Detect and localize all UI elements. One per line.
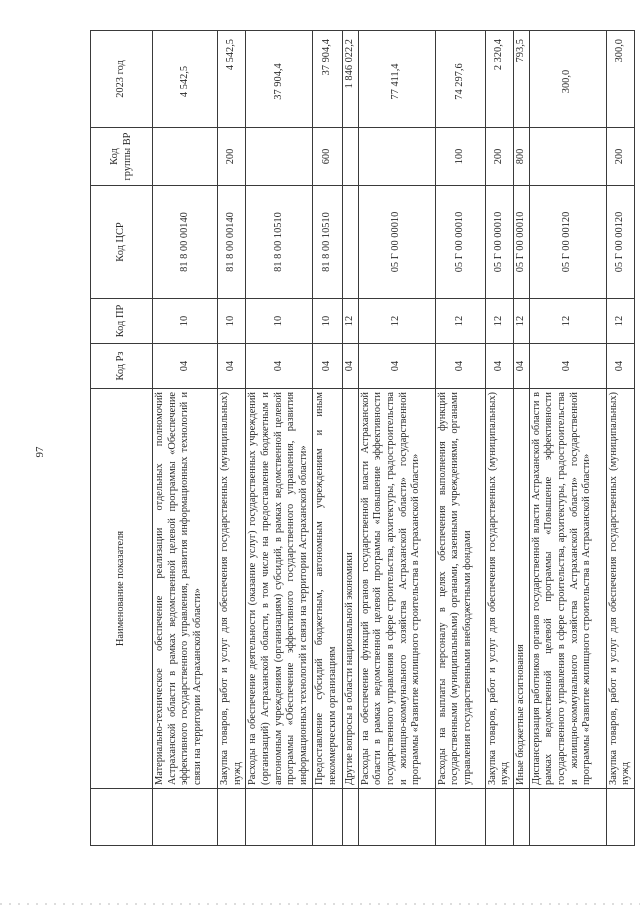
header-csr: Код ЦСР bbox=[91, 186, 153, 299]
row-csr: 05 Г 00 00010 bbox=[485, 186, 513, 299]
row-pr: 12 bbox=[342, 299, 358, 344]
table-row bbox=[606, 31, 634, 846]
row-pr: 12 bbox=[529, 299, 606, 344]
row-value: 37 904,4 bbox=[246, 31, 312, 128]
table-row bbox=[218, 31, 246, 846]
row-rz: 04 bbox=[246, 344, 312, 389]
row-name: Закупка товаров, работ и услуг для обеспечения государственных (муниципальных) нужд bbox=[606, 389, 634, 789]
row-csr: 81 8 00 10510 bbox=[246, 186, 312, 299]
table-row bbox=[153, 31, 218, 846]
row-name: Предоставление субсидий бюджетным, автономным учреждениям и иным некоммерческим организациям bbox=[312, 389, 342, 789]
row-spacer bbox=[342, 789, 358, 846]
row-spacer bbox=[312, 789, 342, 846]
row-spacer bbox=[606, 789, 634, 846]
header-year: 2023 год bbox=[91, 31, 153, 128]
row-vr: 100 bbox=[435, 128, 485, 186]
table-row bbox=[529, 31, 606, 846]
row-pr: 12 bbox=[435, 299, 485, 344]
row-rz: 04 bbox=[606, 344, 634, 389]
row-spacer bbox=[246, 789, 312, 846]
row-csr bbox=[342, 186, 358, 299]
row-csr: 05 Г 00 00010 bbox=[513, 186, 529, 299]
row-spacer bbox=[485, 789, 513, 846]
row-value: 4 542,5 bbox=[153, 31, 218, 128]
row-name: Расходы на выплаты персоналу в целях обеспечения выполнения функций государственными (муниципальными) органами, казенными учреждениями, органами управления государственными внебюджетными фондами bbox=[435, 389, 485, 789]
row-csr: 05 Г 00 00010 bbox=[358, 186, 435, 299]
row-value: 793,5 bbox=[513, 31, 529, 128]
row-rz: 04 bbox=[485, 344, 513, 389]
row-rz: 04 bbox=[513, 344, 529, 389]
page-number: 97 bbox=[34, 446, 46, 458]
row-csr: 05 Г 00 00120 bbox=[529, 186, 606, 299]
row-vr: 200 bbox=[606, 128, 634, 186]
table-row bbox=[435, 31, 485, 846]
row-csr: 05 Г 00 00120 bbox=[606, 186, 634, 299]
row-vr: 200 bbox=[218, 128, 246, 186]
row-vr bbox=[153, 128, 218, 186]
row-vr: 600 bbox=[312, 128, 342, 186]
row-pr: 12 bbox=[358, 299, 435, 344]
header-spacer bbox=[91, 789, 153, 846]
row-spacer bbox=[435, 789, 485, 846]
row-spacer bbox=[358, 789, 435, 846]
header-name: Наименование показателя bbox=[91, 389, 153, 789]
row-csr: 05 Г 00 00010 bbox=[435, 186, 485, 299]
row-name: Материально-техническое обеспечение реализации отдельных полномочий Астраханской области в рамках ведомственной целевой программы «Обеспечение эффективного государственного управления, развития информационных технологий и связи на территории Астраханской области» bbox=[153, 389, 218, 789]
table-row bbox=[358, 31, 435, 846]
row-pr: 12 bbox=[513, 299, 529, 344]
rotated-table-wrapper bbox=[90, 31, 632, 846]
row-name: Диспансеризация работников органов государственной власти Астраханской области в рамках ведомственной целевой программы «Повышение эффективности государственного управления в сфере строительства, архитектуры, градостроительства и жилищно-коммунального хозяйства Астраханской области» государственной программы «Развитие жилищного строительства в Астраханской области» bbox=[529, 389, 606, 789]
row-csr: 81 8 00 00140 bbox=[218, 186, 246, 299]
table-body bbox=[153, 31, 635, 846]
row-value: 37 904,4 bbox=[312, 31, 342, 128]
row-vr: 200 bbox=[485, 128, 513, 186]
row-value: 77 411,4 bbox=[358, 31, 435, 128]
table-row bbox=[312, 31, 342, 846]
budget-table bbox=[90, 30, 635, 846]
row-name: Расходы на обеспечение функций органов государственной власти Астраханской области в рамках ведомственной целевой программы «Повышение эффективности государственного управления в сфере строительства, архитектуры, градостроительства и жилищно-коммунального хозяйства Астраханской области» государственной программы «Развитие жилищного строительства в Астраханской области» bbox=[358, 389, 435, 789]
row-value: 4 542,5 bbox=[218, 31, 246, 128]
row-spacer bbox=[529, 789, 606, 846]
row-rz: 04 bbox=[218, 344, 246, 389]
header-pr: Код ПР bbox=[91, 299, 153, 344]
row-value: 300,0 bbox=[606, 31, 634, 128]
row-pr: 10 bbox=[312, 299, 342, 344]
table-row bbox=[485, 31, 513, 846]
row-pr: 12 bbox=[485, 299, 513, 344]
row-pr: 10 bbox=[218, 299, 246, 344]
row-value: 300,0 bbox=[529, 31, 606, 128]
row-name: Закупка товаров, работ и услуг для обеспечения государственных (муниципальных) нужд bbox=[218, 389, 246, 789]
header-vr: Код группы ВР bbox=[91, 128, 153, 186]
row-rz: 04 bbox=[358, 344, 435, 389]
row-name: Закупка товаров, работ и услуг для обеспечения государственных (муниципальных) нужд bbox=[485, 389, 513, 789]
row-csr: 81 8 00 10510 bbox=[312, 186, 342, 299]
row-spacer bbox=[218, 789, 246, 846]
table-row bbox=[246, 31, 312, 846]
row-rz: 04 bbox=[312, 344, 342, 389]
row-rz: 04 bbox=[153, 344, 218, 389]
row-vr bbox=[342, 128, 358, 186]
row-vr bbox=[358, 128, 435, 186]
row-pr: 12 bbox=[606, 299, 634, 344]
table-header-row bbox=[91, 31, 153, 846]
row-name: Другие вопросы в области национальной экономики bbox=[342, 389, 358, 789]
row-name: Расходы на обеспечение деятельности (оказание услуг) государственных учреждений (организаций) Астраханской области, в том числе на предоставление бюджетным и автономным учреждениям (организациям) субсидий, в рамках ведомственной целевой программы «Обеспечение эффективного государственного управления, развития информационных технологий и связи на территории Астраханской области» bbox=[246, 389, 312, 789]
row-value: 74 297,6 bbox=[435, 31, 485, 128]
row-rz: 04 bbox=[342, 344, 358, 389]
row-vr bbox=[246, 128, 312, 186]
row-value: 1 846 022,2 bbox=[342, 31, 358, 128]
row-rz: 04 bbox=[435, 344, 485, 389]
row-pr: 10 bbox=[153, 299, 218, 344]
header-rz: Код Рз bbox=[91, 344, 153, 389]
table-row bbox=[342, 31, 358, 846]
row-vr bbox=[529, 128, 606, 186]
row-spacer bbox=[513, 789, 529, 846]
table-row bbox=[513, 31, 529, 846]
row-spacer bbox=[153, 789, 218, 846]
row-csr: 81 8 00 00140 bbox=[153, 186, 218, 299]
row-pr: 10 bbox=[246, 299, 312, 344]
row-vr: 800 bbox=[513, 128, 529, 186]
row-name: Иные бюджетные ассигнования bbox=[513, 389, 529, 789]
row-rz: 04 bbox=[529, 344, 606, 389]
row-value: 2 320,4 bbox=[485, 31, 513, 128]
